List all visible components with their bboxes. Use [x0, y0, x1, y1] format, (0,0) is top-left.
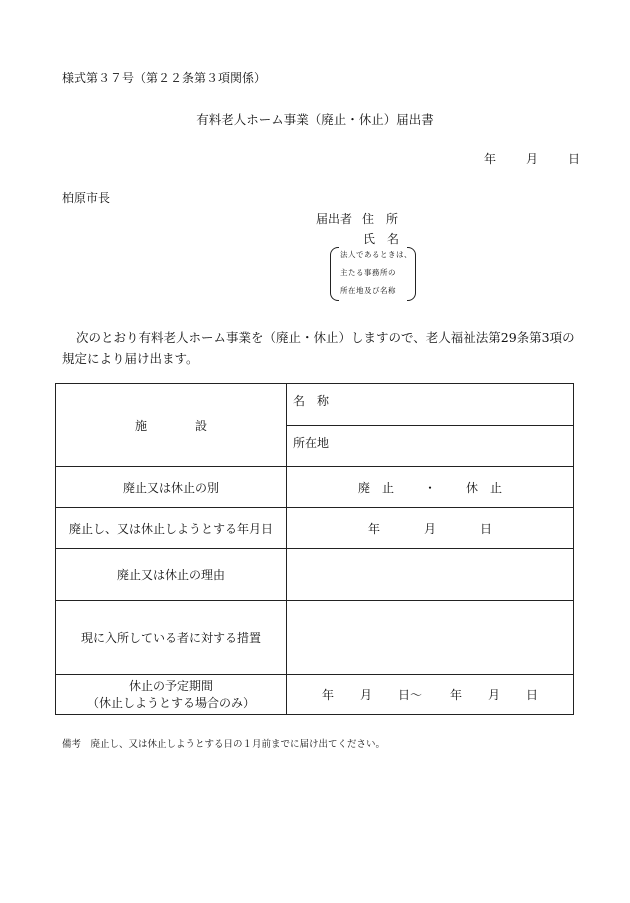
- address-label: 住 所: [362, 212, 399, 226]
- date-cell[interactable]: [287, 508, 574, 549]
- period-year-1: 年: [321, 688, 334, 702]
- date-label: 廃止し、又は休止しようとする年月日: [56, 508, 287, 549]
- corporation-note: [330, 247, 416, 301]
- corp-note-line-3: 所在地及び名称: [340, 286, 396, 295]
- applicant-label: 届出者: [316, 212, 353, 226]
- period-year-2: 年: [450, 688, 463, 702]
- period-day-1: 日〜: [398, 688, 423, 702]
- period-label-line-1: 休止の予定期間: [129, 678, 214, 693]
- facility-name-label: 名 称: [293, 394, 330, 408]
- period-label-line-2: （休止しようとする場合のみ）: [87, 695, 256, 710]
- submission-date: [484, 150, 580, 167]
- notification-table: [55, 383, 574, 715]
- type-dot: ・: [424, 480, 437, 495]
- period-month-1: 月: [359, 688, 372, 702]
- type-kyushi[interactable]: 休 止: [466, 480, 503, 495]
- date-day-label: 日: [568, 152, 581, 166]
- applicant-name-label: 氏 名: [363, 232, 400, 246]
- corp-note-line-1: 法人であるときは、: [340, 250, 412, 259]
- type-haishi[interactable]: 廃 止: [357, 480, 394, 495]
- period-label: [56, 675, 287, 715]
- left-bracket: [330, 247, 339, 301]
- addressee: 柏原市長: [62, 191, 111, 205]
- period-day-2: 日: [526, 688, 539, 702]
- measures-label: 現に入所している者に対する措置: [56, 601, 287, 675]
- period-month-2: 月: [488, 688, 501, 702]
- date-year-label: 年: [484, 152, 497, 166]
- facility-location-label: 所在地: [293, 436, 330, 450]
- document-title: 有料老人ホーム事業（廃止・休止）届出書: [196, 112, 434, 127]
- facility-name-cell[interactable]: [287, 384, 574, 426]
- type-label: 廃止又は休止の別: [56, 467, 287, 508]
- body-text: 次のとおり有料老人ホーム事業を（廃止・休止）しますので、老人福祉法第29条第3項の規定により届け出ます。: [62, 330, 575, 366]
- date-year: 年: [367, 521, 380, 536]
- measures-cell[interactable]: [287, 601, 574, 675]
- facility-label: 施 設: [56, 384, 287, 467]
- reason-cell[interactable]: [287, 549, 574, 601]
- form-number: 様式第３７号（第２２条第３項関係）: [62, 71, 267, 85]
- date-month-label: 月: [526, 152, 539, 166]
- date-day: 日: [480, 521, 493, 536]
- period-cell[interactable]: [287, 675, 574, 715]
- corp-note-line-2: 主たる事務所の: [340, 268, 396, 277]
- applicant-address-row: [316, 210, 398, 227]
- facility-location-cell[interactable]: [287, 426, 574, 467]
- type-cell[interactable]: [287, 467, 574, 508]
- reason-label: 廃止又は休止の理由: [56, 549, 287, 601]
- date-month: 月: [424, 521, 437, 536]
- remark: 備考 廃止し、又は休止しようとする日の１月前までに届け出てください。: [62, 739, 386, 750]
